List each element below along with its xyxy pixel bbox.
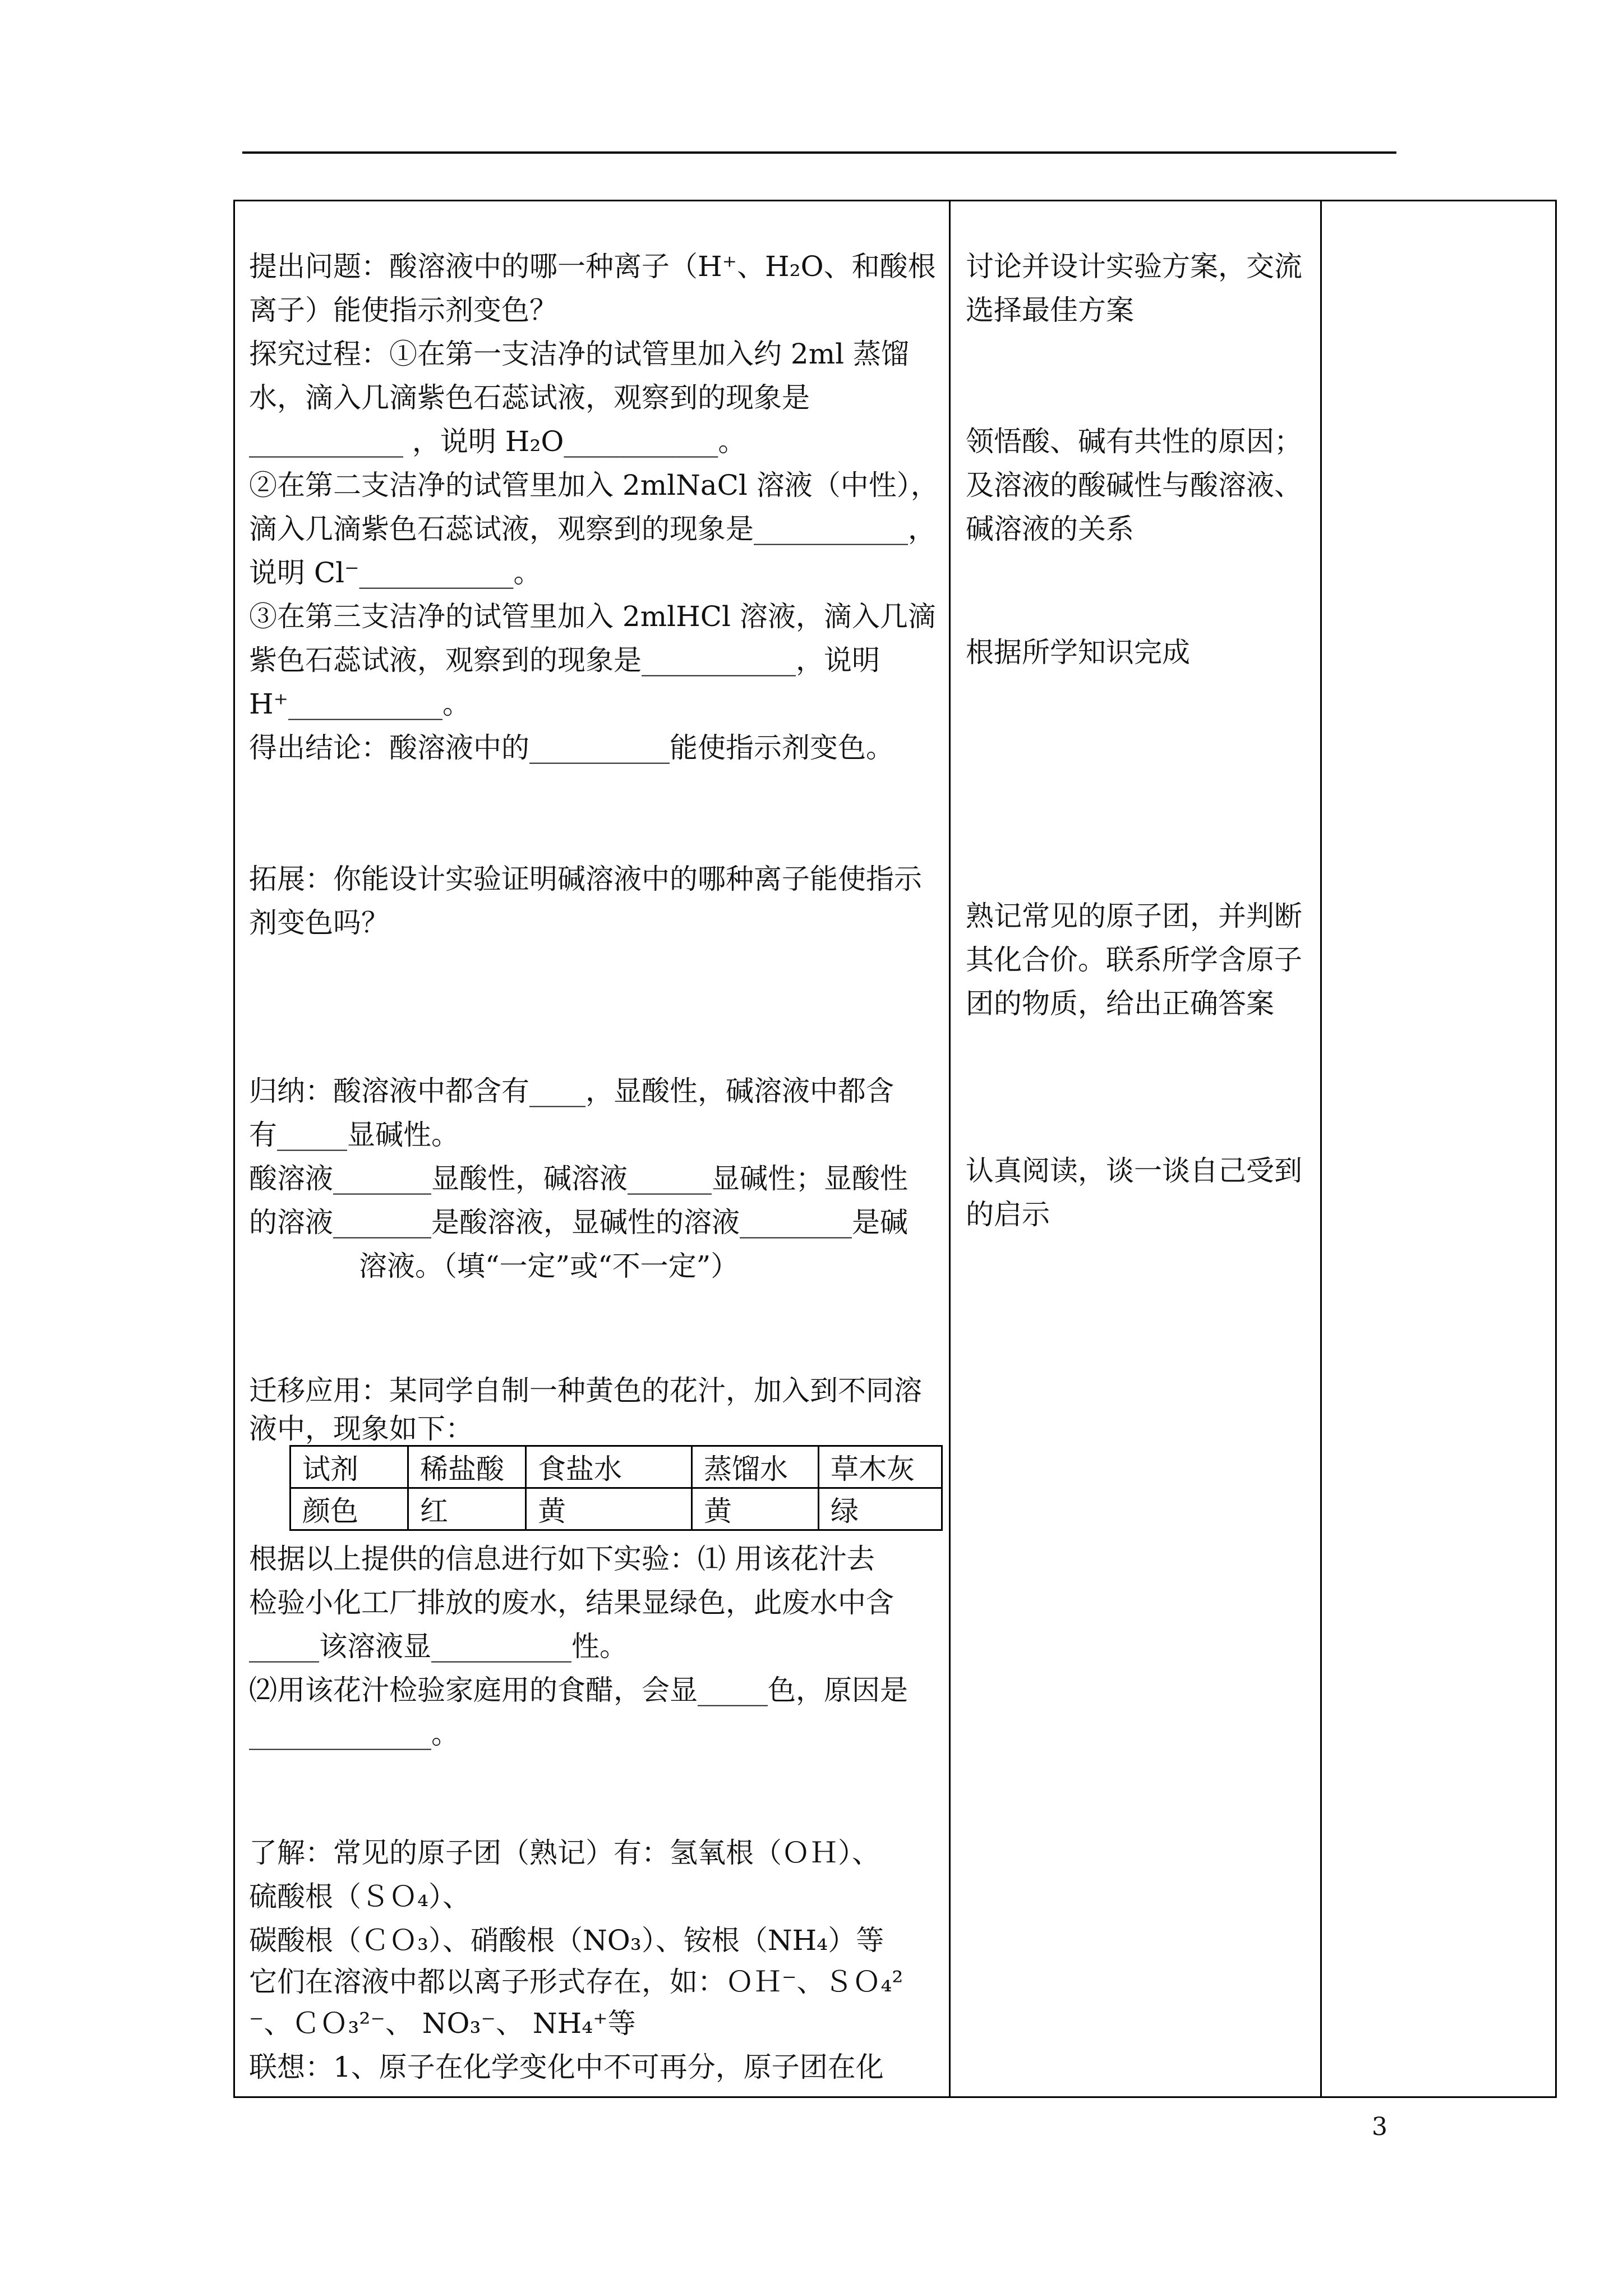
table-row — [291, 1488, 942, 1530]
procedure-line-7: ③在第三支洁净的试管里加入 2mlHCl 溶液，滴入几滴 — [249, 600, 936, 633]
knowledge-line-5: ⁻、ＣＯ₃²⁻、 NO₃⁻、 NH₄⁺等 — [249, 2007, 636, 2040]
table-cell: 黄 — [526, 1488, 692, 1530]
knowledge-line-1: 了解：常见的原子团（熟记）有：氢氧根（ＯＨ）、 — [249, 1837, 880, 1869]
table-cell: 蒸馏水 — [692, 1446, 819, 1488]
page-number: 3 — [1372, 2113, 1387, 2141]
table-cell: 绿 — [819, 1488, 942, 1530]
procedure-line-1: 探究过程：①在第一支洁净的试管里加入约 2ml 蒸馏 — [249, 338, 910, 370]
experiment-line-3: _____该溶液显__________性。 — [249, 1630, 628, 1663]
application-line-2: 液中，现象如下： — [249, 1412, 473, 1445]
knowledge-line-4: 它们在溶液中都以离子形式存在，如：ＯＨ⁻、ＳＯ₄² — [249, 1966, 903, 1998]
table-cell: 试剂 — [291, 1446, 408, 1488]
application-line-1: 迁移应用：某同学自制一种黄色的花汁，加入到不同溶 — [249, 1374, 922, 1407]
table-row — [291, 1446, 942, 1488]
summary-line-4: 的溶液_______是酸溶液，显碱性的溶液________是碱 — [249, 1206, 908, 1239]
experiment-line-4: ⑵用该花汁检验家庭用的食醋，会显_____色，原因是 — [249, 1674, 908, 1706]
activity-note-2-line-1: 领悟酸、碱有共性的原因； — [966, 425, 1302, 458]
knowledge-line-3: 碳酸根（ＣＯ₃）、硝酸根（NO₃）、铵根（NH₄）等 — [249, 1924, 884, 1957]
conclusion-line: 得出结论：酸溶液中的__________能使指示剂变色。 — [249, 731, 894, 764]
table-cell: 颜色 — [291, 1488, 408, 1530]
activity-note-5-line-2: 的启示 — [966, 1198, 1050, 1231]
procedure-line-3: ___________ ，说明 H₂O___________。 — [249, 425, 746, 458]
experiment-line-5: _____________。 — [249, 1718, 459, 1750]
activity-note-3-line-1: 根据所学知识完成 — [966, 636, 1190, 669]
extension-line-2: 剂变色吗？ — [249, 907, 389, 939]
experiment-line-2: 检验小化工厂排放的废水，结果显绿色，此废水中含 — [249, 1586, 894, 1619]
reagent-color-table — [289, 1445, 943, 1531]
activity-note-2-line-3: 碱溶液的关系 — [966, 513, 1134, 545]
header-rule — [242, 151, 1396, 154]
procedure-line-6: 说明 Cl⁻___________。 — [249, 556, 542, 589]
activity-note-4-line-3: 团的物质，给出正确答案 — [966, 987, 1274, 1020]
procedure-line-9: H⁺___________。 — [249, 688, 471, 720]
activity-note-2-line-2: 及溶液的酸碱性与酸溶液、 — [966, 469, 1302, 501]
column-divider-2 — [1320, 200, 1322, 2098]
table-cell: 黄 — [692, 1488, 819, 1530]
table-cell: 食盐水 — [526, 1446, 692, 1488]
activity-note-1-line-1: 讨论并设计实验方案，交流 — [966, 250, 1302, 283]
question-line-2: 离子）能使指示剂变色？ — [249, 294, 557, 326]
procedure-line-4: ②在第二支洁净的试管里加入 2mlNaCl 溶液（中性）， — [249, 469, 939, 501]
procedure-line-8: 紫色石蕊试液，观察到的现象是___________，说明 — [249, 644, 880, 677]
summary-line-5: 溶液。（填“一定”或“不一定”） — [359, 1250, 739, 1282]
experiment-line-1: 根据以上提供的信息进行如下实验：⑴ 用该花汁去 — [249, 1543, 875, 1575]
activity-note-5-line-1: 认真阅读，谈一谈自己受到 — [966, 1154, 1302, 1187]
knowledge-line-2: 硫酸根（ＳＯ₄）、 — [249, 1880, 471, 1913]
summary-line-3: 酸溶液_______显酸性，碱溶液______显碱性；显酸性 — [249, 1162, 908, 1195]
column-divider-1 — [949, 200, 951, 2098]
table-cell: 草木灰 — [819, 1446, 942, 1488]
activity-note-1-line-2: 选择最佳方案 — [966, 294, 1134, 326]
question-line-1: 提出问题：酸溶液中的哪一种离子（H⁺、H₂O、和酸根 — [249, 250, 936, 283]
extension-line-1: 拓展：你能设计实验证明碱溶液中的哪种离子能使指示 — [249, 863, 922, 895]
procedure-line-5: 滴入几滴紫色石蕊试液，观察到的现象是___________， — [249, 513, 936, 545]
activity-note-4-line-1: 熟记常见的原子团，并判断 — [966, 900, 1302, 932]
summary-line-1: 归纳：酸溶液中都含有____，显酸性，碱溶液中都含 — [249, 1075, 894, 1107]
association-line-1: 联想：1、原子在化学变化中不可再分，原子团在化 — [249, 2051, 884, 2083]
table-cell: 红 — [408, 1488, 526, 1530]
summary-line-2: 有_____显碱性。 — [249, 1119, 459, 1151]
procedure-line-2: 水，滴入几滴紫色石蕊试液，观察到的现象是 — [249, 381, 810, 414]
table-cell: 稀盐酸 — [408, 1446, 526, 1488]
activity-note-4-line-2: 其化合价。联系所学含原子 — [966, 944, 1302, 976]
